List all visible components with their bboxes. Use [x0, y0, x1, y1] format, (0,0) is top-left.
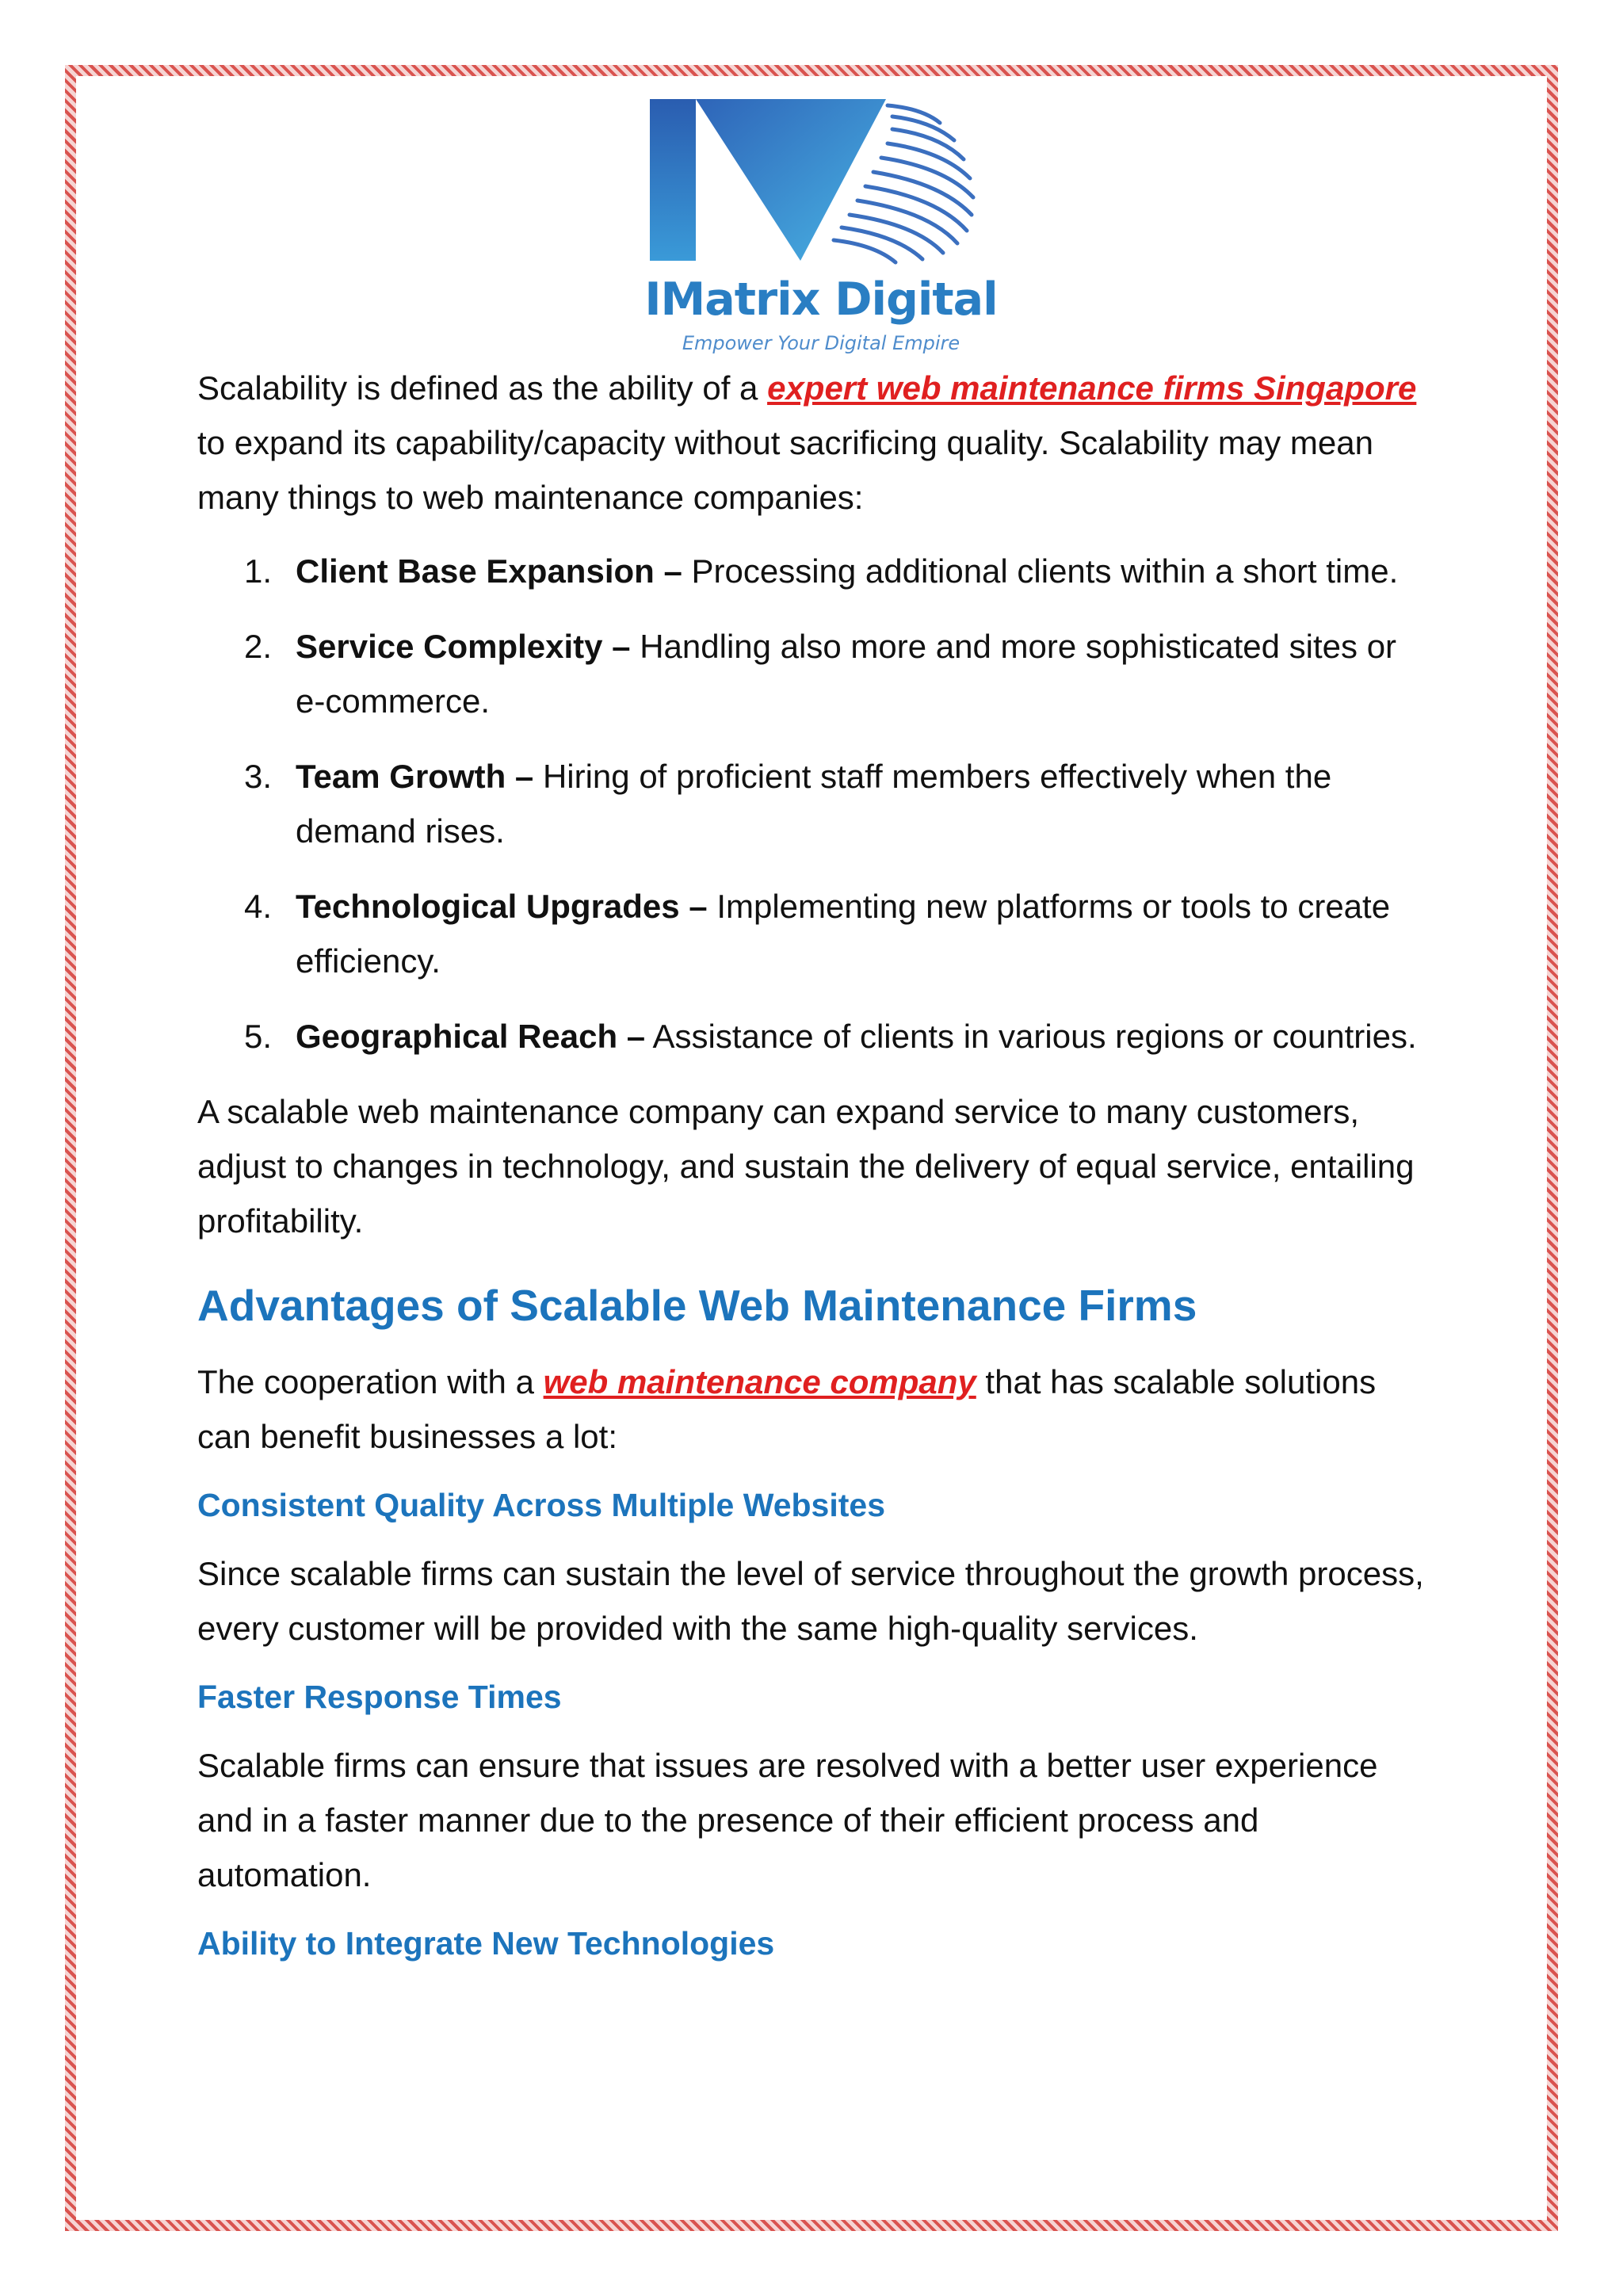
expert-web-maintenance-link[interactable]: expert web maintenance firms Singapore — [767, 369, 1417, 407]
list-number: 1. — [244, 552, 273, 590]
list-term: Team Growth – — [296, 758, 534, 795]
list-number: 5. — [244, 1018, 273, 1055]
list-term: Service Complexity – — [296, 628, 631, 665]
list-text: Processing additional clients within a short time. — [682, 552, 1399, 590]
list-text: Handling also more and more sophisticated sites or e-commerce. — [296, 628, 1397, 720]
list-item — [197, 619, 1434, 728]
summary-paragraph: A scalable web maintenance company can expand service to many customers, adjust to changes in technology, and sustain the delivery of equal service, entailing profitability. — [197, 1093, 1415, 1240]
logo-wordmark: IMatrix Digital — [644, 273, 998, 326]
list-item — [197, 879, 1434, 988]
section-heading: Advantages of Scalable Web Maintenance Firms — [197, 1281, 1197, 1330]
section-intro-paragraph — [197, 1354, 1434, 1464]
list-text: Hiring of proficient staff members effectively when the demand rises. — [296, 758, 1332, 850]
list-number: 3. — [244, 758, 273, 795]
logo-tagline: Empower Your Digital Empire — [682, 332, 960, 354]
section-intro-start: The cooperation with a — [197, 1363, 544, 1400]
intro-text-start: Scalability is defined as the ability of a — [197, 369, 768, 407]
document-body — [197, 361, 1434, 1985]
subsection-paragraph: Scalable firms can ensure that issues are resolved with a better user experience and in a faster manner due to the presence of their efficient process and automation. — [197, 1747, 1378, 1893]
list-item — [197, 749, 1434, 858]
section-intro-end: that has scalable solutions can benefit businesses a lot: — [197, 1363, 1377, 1455]
list-item — [197, 1009, 1434, 1064]
list-text: Assistance of clients in various regions or countries. — [645, 1018, 1417, 1055]
list-term: Technological Upgrades – — [296, 888, 708, 925]
list-term: Client Base Expansion – — [296, 552, 682, 590]
intro-text-end: to expand its capability/capacity without sacrificing quality. Scalability may mean many things to web maintenance companies: — [197, 424, 1373, 516]
subsection-heading: Faster Response Times — [197, 1679, 562, 1715]
subsection-paragraph: Since scalable firms can sustain the level of service throughout the growth process, every customer will be provided with the same high-quality services. — [197, 1555, 1424, 1647]
list-number: 2. — [244, 628, 273, 665]
intro-paragraph — [197, 361, 1434, 525]
subsection-heading: Ability to Integrate New Technologies — [197, 1925, 775, 1962]
company-logo — [640, 91, 1002, 370]
logo-mark-icon — [640, 91, 1002, 269]
list-item — [197, 544, 1434, 598]
list-term: Geographical Reach – — [296, 1018, 646, 1055]
list-text: Implementing new platforms or tools to create efficiency. — [296, 888, 1391, 980]
list-number: 4. — [244, 888, 273, 925]
web-maintenance-company-link[interactable]: web maintenance company — [543, 1363, 976, 1400]
subsection-heading: Consistent Quality Across Multiple Websites — [197, 1487, 886, 1523]
scalability-list — [197, 544, 1434, 1064]
